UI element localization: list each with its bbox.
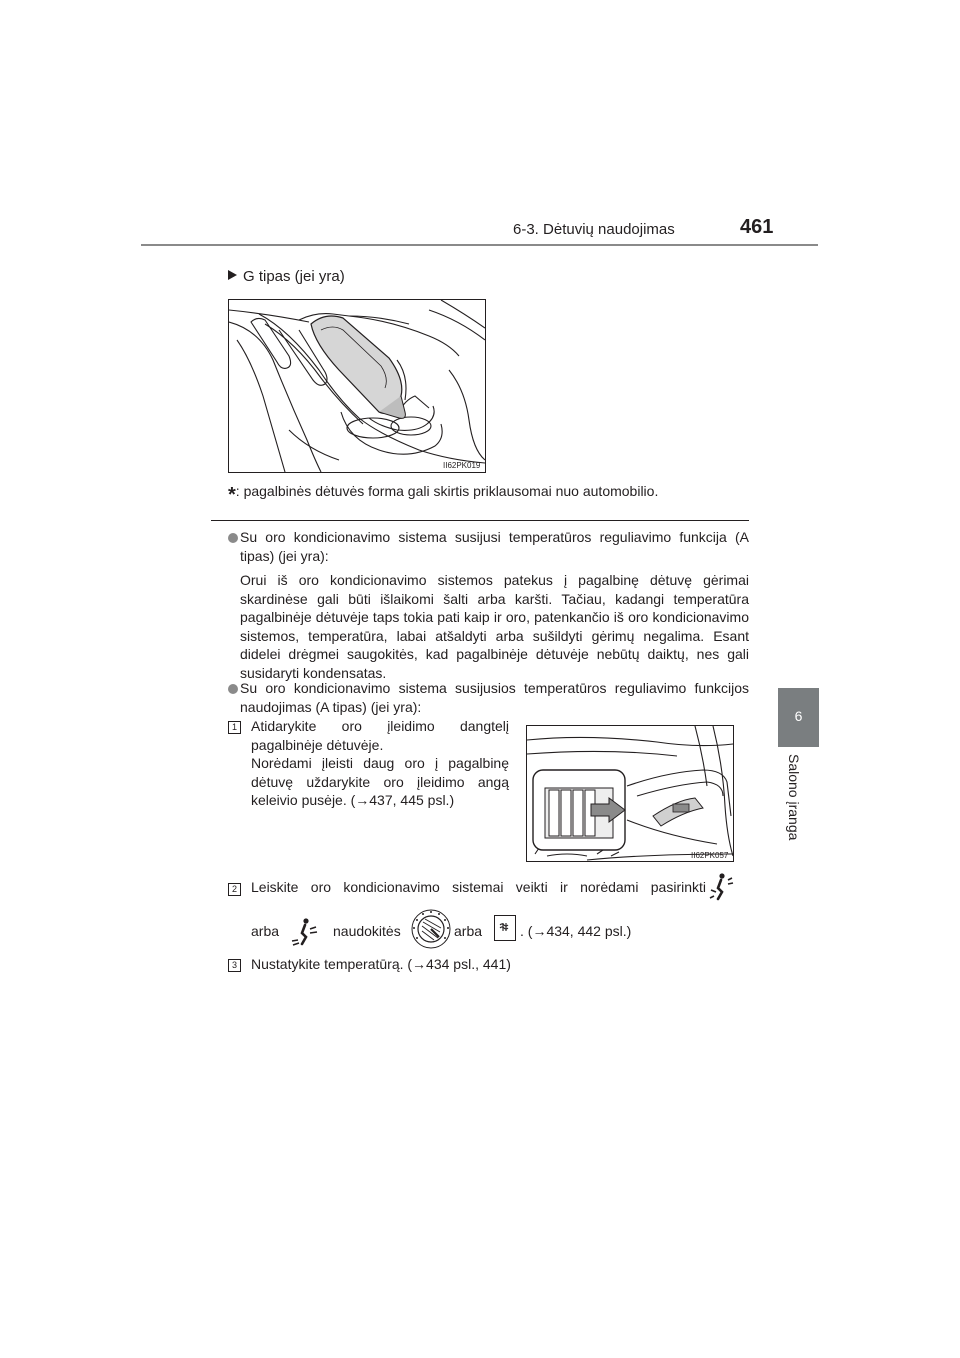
mode-dial-icon	[410, 908, 452, 950]
section-title: 6-3. Dėtuvių naudojimas	[513, 221, 675, 238]
step-text-ref: . (→434, 442 psl.)	[520, 923, 632, 939]
chapter-tab-label: Salono įranga	[786, 754, 802, 841]
step-text: Norėdami įleisti daug oro į pagalbinę dėtuvę uždarykite oro įleidimo angą keleivio pusėje. (→437, 445 psl.)	[251, 755, 509, 808]
air-intake-drawing	[527, 726, 733, 861]
step-number: 1	[228, 721, 241, 734]
bullet-title: Su oro kondicionavimo sistema susijusios temperatūros reguliavimo funkcijos naudojimas (A tipas) (jei yra):	[240, 680, 749, 715]
step-text-arba: arba	[251, 923, 280, 939]
foot-mode-icon	[290, 917, 320, 947]
bullet-title: Su oro kondicionavimo sistema susijusi temperatūros reguliavimo funkcija (A tipas) (jei yra):	[240, 529, 749, 564]
step-text: Atidarykite oro įleidimo dangtelį pagalbinėje dėtuvėje.	[251, 718, 509, 753]
step-text-arba: arba	[454, 923, 483, 939]
triangle-marker-icon	[228, 270, 237, 280]
subheading-text: G tipas (jei yra)	[243, 268, 345, 285]
step-number: 3	[228, 959, 241, 972]
step-text: Nustatykite temperatūrą. (→434 psl., 441)	[251, 956, 511, 972]
air-intake-illustration	[526, 725, 734, 862]
footnote-text: : pagalbinės dėtuvės forma gali skirtis priklausomai nuo automobilio.	[235, 483, 659, 499]
console-tray-drawing	[229, 300, 485, 472]
step-text-naudokites: naudokitės	[333, 923, 401, 939]
subheading	[228, 268, 345, 285]
figure-code: II62PK019	[443, 461, 481, 470]
footnote-asterisk: *	[228, 484, 236, 506]
face-foot-mode-icon	[708, 872, 736, 902]
step-number: 2	[228, 883, 241, 896]
chapter-tab-label-wrap	[784, 752, 804, 862]
footnote	[228, 483, 658, 507]
chapter-tab-number: 6	[794, 708, 803, 724]
bullet-dot-icon	[228, 533, 238, 543]
figure-code: II62PK057	[691, 851, 729, 860]
section-divider	[211, 520, 749, 521]
bullet-body: Orui iš oro kondicionavimo sistemos patekus į pagalbinę dėtuvę gėrimai skardinėse gali būti išlaikomi šalti arba karšti. Tačiau, kadangi temperatūra pagalbinėje dėtuvėje taps tokia pati kaip ir oro, patenkančio iš oro kondicionavimo sistemos, temperatūra, labai atšaldyti arba sušildyti gėrimų negalima. Esant didelei drėgmei saugokitės, kad pagalbinėje dėtuvėje nebūtų daiktų, nes gali susidaryti kondensatas.	[240, 572, 749, 681]
console-tray-illustration	[228, 299, 486, 473]
rear-defog-button-icon	[494, 915, 516, 941]
bullet-dot-icon	[228, 684, 238, 694]
step-text: Leiskite oro kondicionavimo sistemai veikti ir norėdami pasirinkti	[251, 879, 706, 895]
header-divider	[141, 244, 818, 246]
page-number: 461	[740, 216, 774, 238]
